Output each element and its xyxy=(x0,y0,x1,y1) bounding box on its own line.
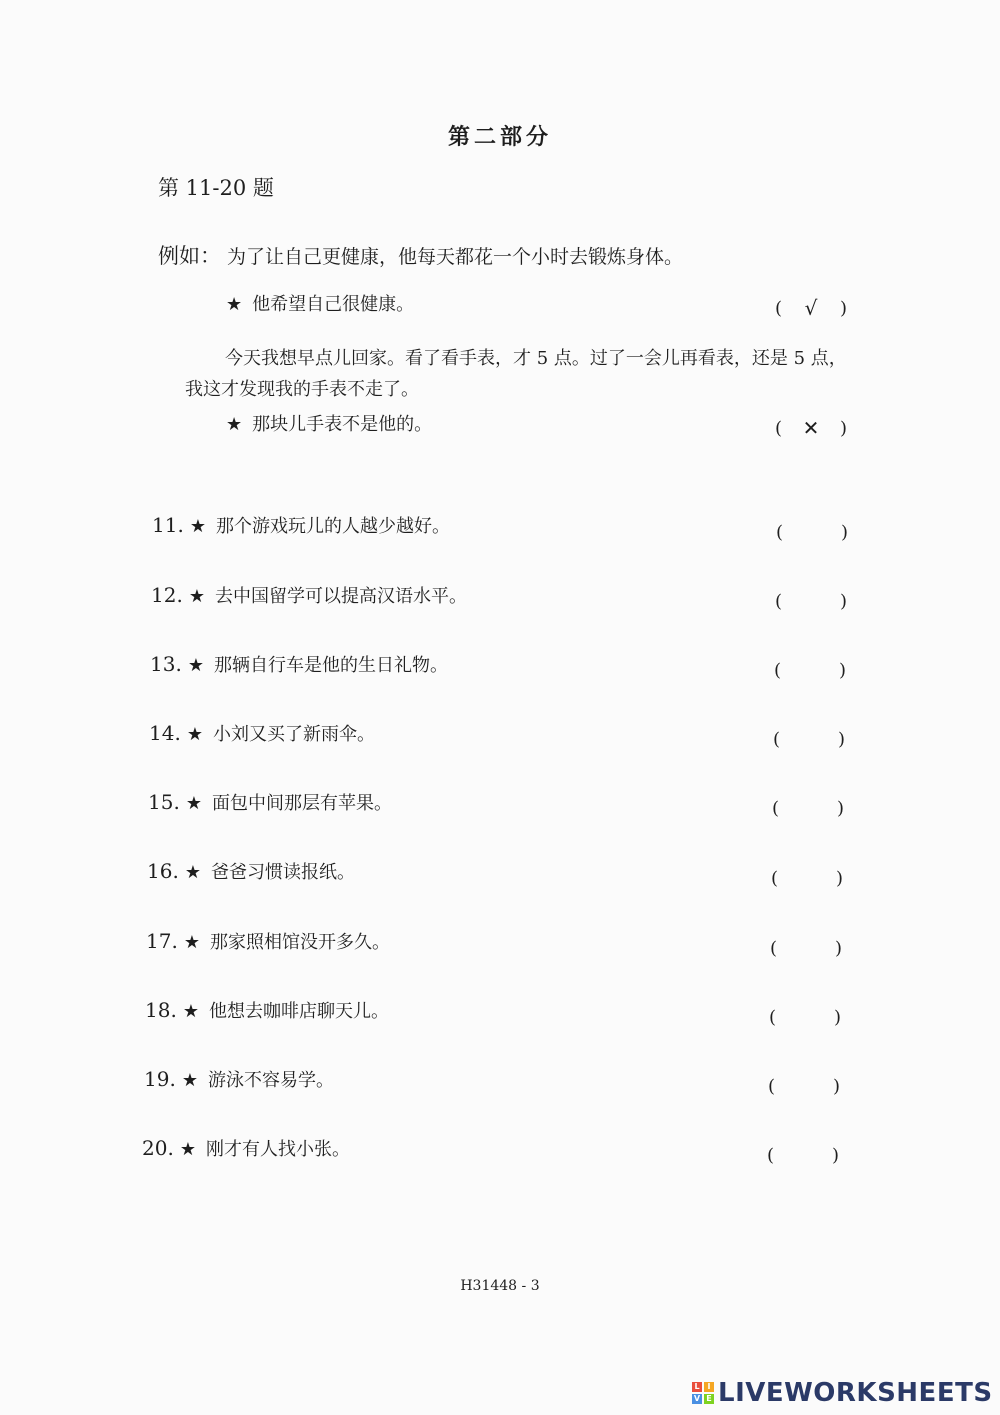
paren-open: ( xyxy=(775,417,783,439)
example-answer-2-box xyxy=(775,416,847,440)
question-number: 17. xyxy=(146,929,178,953)
logo-letter-e: E xyxy=(704,1394,714,1404)
question-text: 刚才有人找小张。 xyxy=(205,1139,350,1160)
answer-box-15[interactable] xyxy=(772,798,844,819)
paren-close: ) xyxy=(838,660,846,681)
cross-mark-icon: ✕ xyxy=(802,416,820,440)
star-icon: ★ xyxy=(189,516,206,537)
check-mark-icon: √ xyxy=(804,296,818,320)
answer-box-17[interactable] xyxy=(770,938,842,959)
example-statement-2 xyxy=(226,410,432,436)
paren-open: ( xyxy=(769,1007,777,1028)
paren-close: ) xyxy=(839,297,847,319)
answer-box-12[interactable] xyxy=(775,591,847,612)
question-range: 第 11-20 题 xyxy=(158,176,274,200)
paren-close: ) xyxy=(839,417,847,439)
question-12 xyxy=(151,582,467,608)
question-20 xyxy=(142,1135,350,1161)
star-icon: ★ xyxy=(226,414,243,435)
paren-open: ( xyxy=(776,522,784,543)
paren-close: ) xyxy=(840,522,848,543)
star-icon: ★ xyxy=(183,932,200,953)
question-number: 18. xyxy=(145,998,177,1022)
paren-close: ) xyxy=(834,938,842,959)
example-label: 例如： xyxy=(158,244,221,268)
star-icon: ★ xyxy=(187,655,204,676)
example-text-1: 为了让自己更健康，他每天都花一个小时去锻炼身体。 xyxy=(227,246,684,268)
paren-close: ) xyxy=(836,798,844,819)
answer-box-18[interactable] xyxy=(769,1007,841,1028)
question-number: 14. xyxy=(149,721,181,745)
answer-box-14[interactable] xyxy=(773,729,845,750)
page-footer-code: H31448 - 3 xyxy=(460,1278,540,1294)
paren-close: ) xyxy=(833,1007,841,1028)
paren-open: ( xyxy=(772,798,780,819)
question-text: 那辆自行车是他的生日礼物。 xyxy=(213,655,448,676)
question-number: 20. xyxy=(142,1136,174,1160)
question-number: 16. xyxy=(147,859,179,883)
paren-close: ) xyxy=(837,729,845,750)
paren-open: ( xyxy=(774,660,782,681)
paren-open: ( xyxy=(773,729,781,750)
question-text: 爸爸习惯读报纸。 xyxy=(210,862,355,883)
example-statement-1-text: 他希望自己很健康。 xyxy=(252,294,415,315)
answer-box-19[interactable] xyxy=(768,1076,840,1097)
question-text: 他想去咖啡店聊天儿。 xyxy=(208,1001,389,1022)
paren-open: ( xyxy=(767,1145,775,1166)
answer-box-16[interactable] xyxy=(771,868,843,889)
question-18 xyxy=(145,997,389,1023)
brand-name: LIVEWORKSHEETS xyxy=(718,1378,993,1408)
paren-close: ) xyxy=(832,1076,840,1097)
question-text: 去中国留学可以提高汉语水平。 xyxy=(214,586,467,607)
example-statement-1 xyxy=(226,290,414,316)
paren-open: ( xyxy=(771,868,779,889)
question-text: 小刘又买了新雨伞。 xyxy=(212,724,375,745)
question-text: 那家照相馆没开多久。 xyxy=(209,932,390,953)
paren-open: ( xyxy=(768,1076,776,1097)
question-11 xyxy=(152,512,450,538)
star-icon: ★ xyxy=(184,862,201,883)
logo-letter-v: V xyxy=(693,1394,701,1403)
question-number: 19. xyxy=(144,1067,176,1091)
answer-box-13[interactable] xyxy=(774,660,846,681)
question-number: 11. xyxy=(152,513,184,537)
star-icon: ★ xyxy=(179,1139,196,1160)
example-statement-2-text: 那块儿手表不是他的。 xyxy=(252,414,433,435)
paren-close: ) xyxy=(831,1145,839,1166)
logo-letter-l: L xyxy=(692,1382,702,1392)
paren-open: ( xyxy=(775,591,783,612)
question-number: 12. xyxy=(151,583,183,607)
question-text: 那个游戏玩儿的人越少越好。 xyxy=(215,516,450,537)
section-title: 第二部分 xyxy=(447,124,552,150)
paren-open: ( xyxy=(770,938,778,959)
star-icon: ★ xyxy=(226,294,243,315)
star-icon: ★ xyxy=(186,724,203,745)
example-answer-1-box xyxy=(775,296,847,320)
paren-close: ) xyxy=(839,591,847,612)
star-icon: ★ xyxy=(188,586,205,607)
paren-close: ) xyxy=(835,868,843,889)
question-13 xyxy=(150,651,448,677)
answer-box-11[interactable] xyxy=(776,522,848,543)
star-icon: ★ xyxy=(185,793,202,814)
question-16 xyxy=(147,858,355,884)
paren-open: ( xyxy=(775,297,783,319)
question-14 xyxy=(149,720,375,746)
star-icon: ★ xyxy=(181,1070,198,1091)
question-text: 面包中间那层有苹果。 xyxy=(211,793,392,814)
answer-box-20[interactable] xyxy=(767,1145,839,1166)
question-17 xyxy=(146,928,390,954)
live-logo-icon xyxy=(692,1382,714,1404)
logo-letter-i: I xyxy=(704,1382,714,1392)
question-number: 13. xyxy=(150,652,182,676)
question-text: 游泳不容易学。 xyxy=(207,1070,334,1091)
question-15 xyxy=(148,789,392,815)
example-intro xyxy=(158,240,683,270)
liveworksheets-logo xyxy=(692,1378,993,1408)
question-number: 15. xyxy=(148,790,180,814)
question-19 xyxy=(144,1066,334,1092)
example-text-2: 今天我想早点儿回家。看了看手表，才 5 点。过了一会儿再看表，还是 5 点，我这才发现我的手表不走了。 xyxy=(185,348,847,400)
star-icon: ★ xyxy=(182,1001,199,1022)
